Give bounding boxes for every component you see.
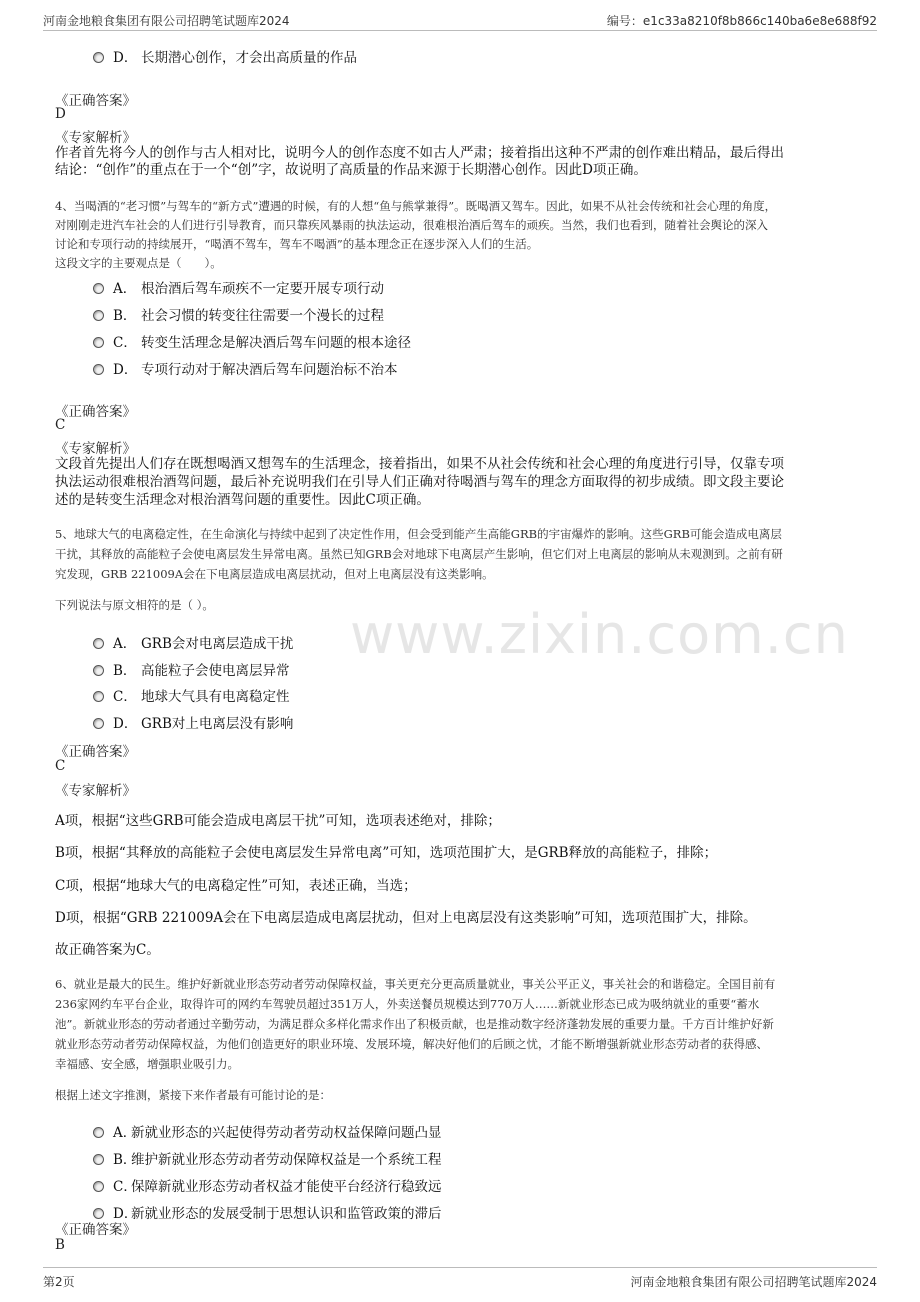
q4-option-d[interactable]: D． 专项行动对于解决酒后驾车问题治标不治本 [93,358,398,378]
q5-option-c[interactable]: C． 地球大气具有电离稳定性 [93,685,290,705]
q5-option-d[interactable]: D． GRB对上电离层没有影响 [93,712,293,732]
q6-option-b[interactable]: B．维护新就业形态劳动者劳动保障权益是一个系统工程 [93,1148,442,1168]
q6-option-c[interactable]: C．保障新就业形态劳动者权益才能使平台经济行稳致远 [93,1175,442,1195]
page-header [43,8,877,31]
q4-answer: C [55,417,66,433]
q5-option-b[interactable]: B． 高能粒子会使电离层异常 [93,659,290,679]
q4-question: 这段文字的主要观点是（ ）。 [55,256,222,270]
radio-icon[interactable] [93,1181,104,1192]
q4-analysis-line: 述的是转变生活理念对根治酒驾问题的重要性。因此C项正确。 [55,492,430,508]
q5-option-a[interactable]: A． GRB会对电离层造成干扰 [93,632,293,652]
q5-conclusion: 故正确答案为C。 [55,942,160,958]
radio-icon[interactable] [93,1127,104,1138]
q4-option-a[interactable]: A． 根治酒后驾车顽疾不一定要开展专项行动 [93,277,384,297]
q3-answer-label: 《正确答案》 [55,93,136,109]
q3-option-d[interactable]: D． 长期潜心创作，才会出高质量的作品 [93,46,357,66]
q5-analysis-line: D项，根据“GRB 221009A会在下电离层造成电离层扰动，但对上电离层没有这类影响”可知，选项范围扩大，排除。 [55,910,757,926]
radio-icon[interactable] [93,691,104,702]
q5-stem-line: 究发现，GRB 221009A会在下电离层造成电离层扰动，但对上电离层没有这类影响。 [55,567,494,581]
q5-analysis-line: A项，根据“这些GRB可能会造成电离层干扰”可知，选项表述绝对，排除； [55,813,501,829]
q3-analysis-label: 《专家解析》 [55,130,136,146]
radio-icon[interactable] [93,310,104,321]
radio-icon[interactable] [93,283,104,294]
radio-icon[interactable] [93,337,104,348]
q5-analysis-label: 《专家解析》 [55,783,136,799]
q6-stem-line: 池”。新就业形态的劳动者通过辛勤劳动，为满足群众多样化需求作出了积极贡献，也是推动数字经济蓬勃发展的重要力量。千方百计维护好新 [55,1017,774,1031]
q6-question: 根据上述文字推测，紧接下来作者最有可能讨论的是： [55,1088,331,1102]
q3-answer: D [55,106,66,122]
q4-analysis-line: 执法运动很难根治酒驾问题，最后补充说明我们在引导人们正确对待喝酒与驾车的理念方面取得的初步成绩。即文段主要论 [55,474,784,490]
radio-icon[interactable] [93,1154,104,1165]
radio-icon[interactable] [93,665,104,676]
radio-icon[interactable] [93,718,104,729]
q5-stem-line: 干扰，其释放的高能粒子会使电离层发生异常电离。虽然已知GRB会对地球下电离层产生影响，但它们对上电离层的影响从未观测到。之前有研 [55,547,783,561]
q6-stem-line: 就业形态劳动者劳动保障权益，为他们创造更好的职业环境、发展环境，解决好他们的后顾之忧，才能不断增强新就业形态劳动者的获得感、 [55,1037,768,1051]
q4-stem-line: 4、当喝酒的“老习惯”与驾车的“新方式”遭遇的时候，有的人想“鱼与熊掌兼得”。既喝酒又驾车。因此，如果不从社会传统和社会心理的角度， [55,199,777,213]
header-title: 河南金地粮食集团有限公司招聘笔试题库2024 [43,14,290,28]
q3-analysis-line: 作者首先将今人的创作与古人相对比，说明今人的创作态度不如古人严肃；接着指出这种不严肃的创作难出精品，最后得出 [55,145,784,161]
q5-analysis-line: C项，根据“地球大气的电离稳定性”可知，表述正确，当选； [55,878,417,894]
q3-analysis-line: 结论：“创作”的重点在于一个“创”字，故说明了高质量的作品来源于长期潜心创作。因此D项正确。 [55,162,647,178]
radio-icon[interactable] [93,364,104,375]
radio-icon[interactable] [93,638,104,649]
page-footer [43,1267,877,1292]
q4-stem-line: 对刚刚走进汽车社会的人们进行引导教育，而只靠疾风暴雨的执法运动，很难根治酒后驾车的顽疾。当然，我们也看到，随着社会舆论的深入 [55,218,768,232]
q5-question: 下列说法与原文相符的是（ ）。 [55,598,214,612]
q6-stem-line: 6、就业是最大的民生。维护好新就业形态劳动者劳动保障权益，事关更充分更高质量就业，事关公平正义，事关社会的和谐稳定。全国目前有 [55,977,776,991]
q4-option-b[interactable]: B． 社会习惯的转变往往需要一个漫长的过程 [93,304,384,324]
q4-stem-line: 讨论和专项行动的持续展开，“喝酒不驾车，驾车不喝酒”的基本理念正在逐步深入人们的生活。 [55,237,539,251]
q5-stem-line: 5、地球大气的电离稳定性，在生命演化与持续中起到了决定性作用，但会受到能产生高能GRB的宇宙爆炸的影响。这些GRB可能会造成电离层 [55,527,782,541]
q4-answer-label: 《正确答案》 [55,404,136,420]
footer-title: 河南金地粮食集团有限公司招聘笔试题库2024 [630,1275,877,1289]
q6-stem-line: 幸福感、安全感，增强职业吸引力。 [55,1057,239,1071]
page-number: 第2页 [43,1275,75,1289]
q4-option-c[interactable]: C． 转变生活理念是解决酒后驾车问题的根本途径 [93,331,411,351]
q6-answer: B [55,1237,65,1253]
q4-analysis-line: 文段首先提出人们存在既想喝酒又想驾车的生活理念，接着指出，如果不从社会传统和社会心理的角度进行引导，仅靠专项 [55,456,784,472]
q5-analysis-line: B项，根据“其释放的高能粒子会使电离层发生异常电离”可知，选项范围扩大，是GRB释放的高能粒子，排除； [55,845,718,861]
q4-analysis-label: 《专家解析》 [55,441,136,457]
radio-icon[interactable] [93,52,104,63]
q6-answer-label: 《正确答案》 [55,1222,136,1238]
q6-option-d[interactable]: D．新就业形态的发展受制于思想认识和监管政策的滞后 [93,1202,442,1222]
q5-answer: C [55,758,66,774]
q5-answer-label: 《正确答案》 [55,744,136,760]
watermark: www.zixin.com.cn [350,603,849,666]
q6-option-a[interactable]: A．新就业形态的兴起使得劳动者劳动权益保障问题凸显 [93,1121,442,1141]
q6-stem-line: 236家网约车平台企业，取得许可的网约车驾驶员超过351万人，外卖送餐员规模达到770万人……新就业形态已成为吸纳就业的重要“蓄水 [55,997,760,1011]
header-doc-id: 编号：e1c33a8210f8b866c140ba6e8e688f92 [606,14,877,28]
